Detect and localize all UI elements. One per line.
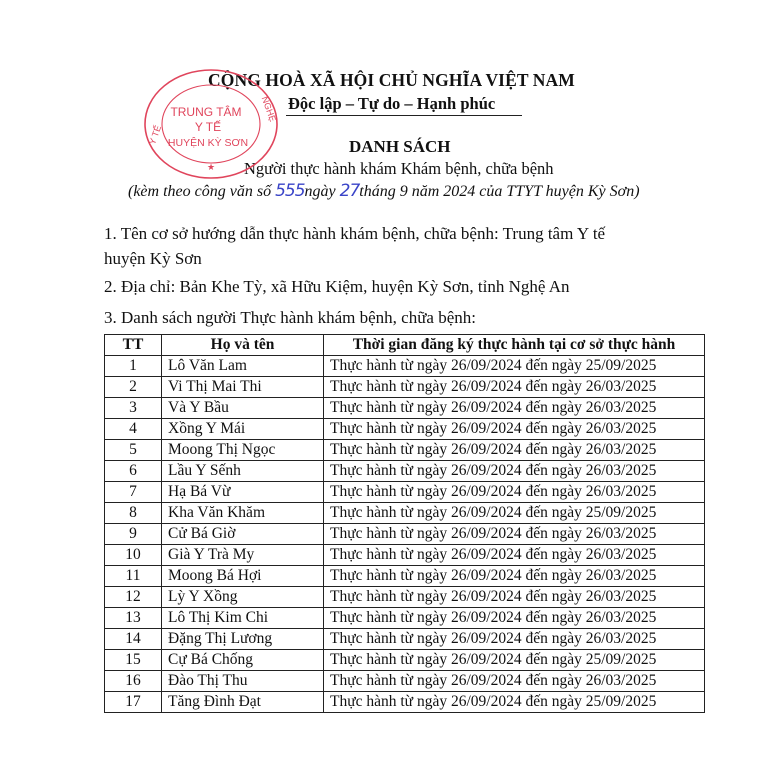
cell-tt: 6 (105, 461, 162, 482)
table-row (105, 692, 705, 713)
item-1-line-2: huyện Kỳ Sơn (104, 249, 202, 268)
cell-name: Già Y Trà My (162, 545, 324, 566)
cell-name: Moong Thị Ngọc (162, 440, 324, 461)
table-row (105, 587, 705, 608)
table-row (105, 629, 705, 650)
national-title: CỘNG HOÀ XÃ HỘI CHỦ NGHĨA VIỆT NAM (208, 70, 575, 90)
header-period: Thời gian đăng ký thực hành tại cơ sở thực hành (324, 335, 705, 356)
item-1-line-1: 1. Tên cơ sở hướng dẫn thực hành khám bệnh, chữa bệnh: Trung tâm Y tế (104, 224, 606, 243)
document-reference (128, 181, 640, 201)
cell-period: Thực hành từ ngày 26/09/2024 đến ngày 26/03/2025 (324, 566, 705, 587)
cell-period: Thực hành từ ngày 26/09/2024 đến ngày 26/03/2025 (324, 524, 705, 545)
cell-name: Moong Bá Hợi (162, 566, 324, 587)
seal-line-1: TRUNG TÂM (170, 105, 242, 119)
document-title: DANH SÁCH (349, 137, 451, 156)
header-tt: TT (105, 335, 162, 356)
table-row (105, 440, 705, 461)
cell-name: Xồng Y Mái (162, 419, 324, 440)
national-motto: Độc lập – Tự do – Hạnh phúc (288, 94, 496, 113)
official-seal-stamp (140, 66, 282, 182)
table-row (105, 419, 705, 440)
table-row (105, 524, 705, 545)
cell-period: Thực hành từ ngày 26/09/2024 đến ngày 26/03/2025 (324, 608, 705, 629)
svg-text:★: ★ (206, 162, 216, 172)
cell-tt: 12 (105, 587, 162, 608)
practitioner-table (104, 334, 705, 713)
table-row (105, 671, 705, 692)
cell-period: Thực hành từ ngày 26/09/2024 đến ngày 26/03/2025 (324, 671, 705, 692)
cell-period: Thực hành từ ngày 26/09/2024 đến ngày 25/09/2025 (324, 503, 705, 524)
cell-period: Thực hành từ ngày 26/09/2024 đến ngày 26/03/2025 (324, 377, 705, 398)
cell-period: Thực hành từ ngày 26/09/2024 đến ngày 26/03/2025 (324, 461, 705, 482)
cell-name: Và Y Bầu (162, 398, 324, 419)
cell-name: Tăng Đình Đạt (162, 692, 324, 713)
header-name: Họ và tên (162, 335, 324, 356)
cell-tt: 7 (105, 482, 162, 503)
cell-name: Đặng Thị Lương (162, 629, 324, 650)
cell-name: Lô Thị Kim Chi (162, 608, 324, 629)
item-2-address: 2. Địa chỉ: Bản Khe Tỳ, xã Hữu Kiệm, huyện Kỳ Sơn, tỉnh Nghệ An (104, 277, 570, 296)
table-row (105, 566, 705, 587)
cell-tt: 14 (105, 629, 162, 650)
cell-period: Thực hành từ ngày 26/09/2024 đến ngày 26/03/2025 (324, 629, 705, 650)
document-subtitle: Người thực hành khám Khám bệnh, chữa bệnh (244, 159, 554, 178)
table-row (105, 398, 705, 419)
cell-tt: 4 (105, 419, 162, 440)
cell-period: Thực hành từ ngày 26/09/2024 đến ngày 26/03/2025 (324, 398, 705, 419)
table-row (105, 650, 705, 671)
cell-period: Thực hành từ ngày 26/09/2024 đến ngày 26/03/2025 (324, 419, 705, 440)
cell-tt: 1 (105, 356, 162, 377)
cell-name: Đào Thị Thu (162, 671, 324, 692)
cell-period: Thực hành từ ngày 26/09/2024 đến ngày 26/03/2025 (324, 482, 705, 503)
cell-tt: 5 (105, 440, 162, 461)
cell-name: Cự Bá Chống (162, 650, 324, 671)
table-row (105, 503, 705, 524)
cell-period: Thực hành từ ngày 26/09/2024 đến ngày 26/03/2025 (324, 587, 705, 608)
table-row (105, 545, 705, 566)
cell-period: Thực hành từ ngày 26/09/2024 đến ngày 25/09/2025 (324, 650, 705, 671)
cell-name: Cử Bá Giờ (162, 524, 324, 545)
table-row (105, 482, 705, 503)
cell-tt: 13 (105, 608, 162, 629)
item-3-list-heading: 3. Danh sách người Thực hành khám bệnh, chữa bệnh: (104, 308, 476, 327)
cell-period: Thực hành từ ngày 26/09/2024 đến ngày 25/09/2025 (324, 356, 705, 377)
reference-text-3: tháng 9 năm 2024 của TTYT huyện Kỳ Sơn) (359, 183, 640, 200)
cell-tt: 3 (105, 398, 162, 419)
reference-day-handwritten: 27 (339, 181, 360, 201)
cell-tt: 11 (105, 566, 162, 587)
svg-text:NGHỆ: NGHỆ (259, 95, 278, 123)
reference-number-handwritten: 555 (275, 181, 305, 201)
table-header-row (105, 335, 705, 356)
reference-text-1: (kèm theo công văn số (128, 183, 272, 200)
table-row (105, 608, 705, 629)
cell-name: Lô Văn Lam (162, 356, 324, 377)
cell-period: Thực hành từ ngày 26/09/2024 đến ngày 25/09/2025 (324, 692, 705, 713)
table-row (105, 377, 705, 398)
seal-line-3: HUYỆN KỲ SƠN (167, 137, 249, 149)
cell-tt: 2 (105, 377, 162, 398)
cell-name: Lỳ Y Xồng (162, 587, 324, 608)
cell-name: Hạ Bá Vừ (162, 482, 324, 503)
cell-period: Thực hành từ ngày 26/09/2024 đến ngày 26/03/2025 (324, 545, 705, 566)
table-row (105, 461, 705, 482)
svg-text:Y TẾ: Y TẾ (147, 124, 164, 146)
reference-text-2: ngày (304, 183, 336, 200)
cell-tt: 9 (105, 524, 162, 545)
cell-tt: 10 (105, 545, 162, 566)
cell-tt: 17 (105, 692, 162, 713)
cell-tt: 8 (105, 503, 162, 524)
seal-line-2: Y TẾ (194, 120, 222, 134)
table-row (105, 356, 705, 377)
cell-name: Lầu Y Sếnh (162, 461, 324, 482)
cell-tt: 16 (105, 671, 162, 692)
cell-name: Kha Văn Khăm (162, 503, 324, 524)
motto-underline (286, 115, 522, 116)
cell-period: Thực hành từ ngày 26/09/2024 đến ngày 26/03/2025 (324, 440, 705, 461)
cell-name: Vi Thị Mai Thi (162, 377, 324, 398)
cell-tt: 15 (105, 650, 162, 671)
